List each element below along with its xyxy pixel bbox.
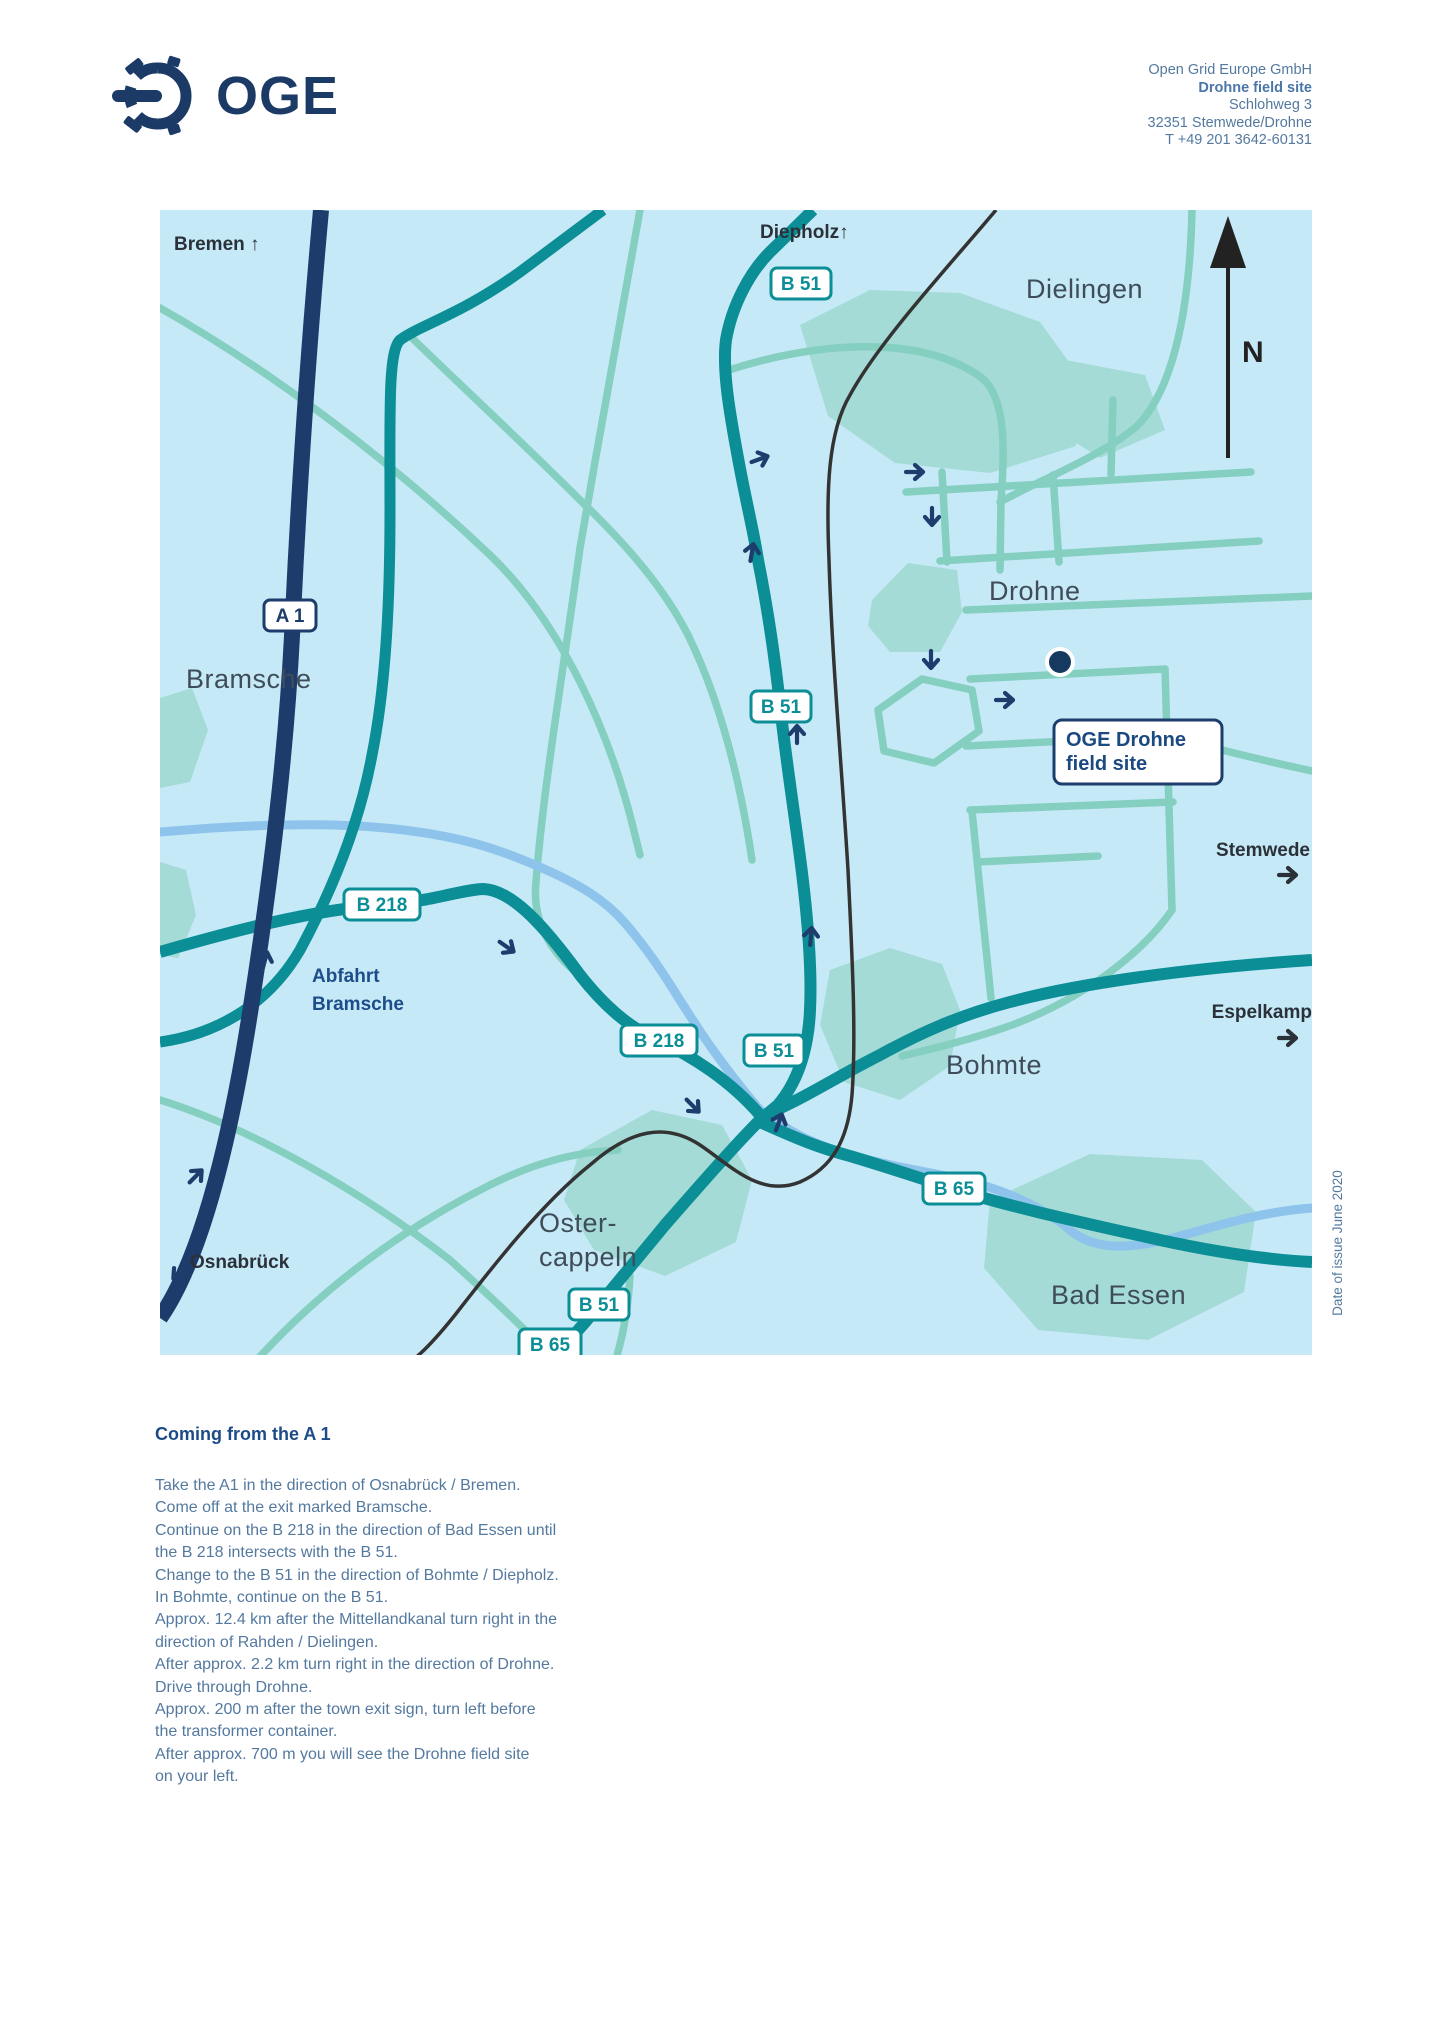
badge-b51-junction <box>744 1035 804 1066</box>
address-company: Open Grid Europe GmbH <box>1148 62 1312 78</box>
site-callout <box>1054 720 1222 784</box>
label-espelkamp: Espelkamp <box>1211 1002 1312 1023</box>
address-phone: T +49 201 3642-60131 <box>1165 132 1312 148</box>
directions-heading: Coming from the A 1 <box>155 1424 331 1444</box>
oge-logo-icon <box>112 54 200 138</box>
badge-a1 <box>264 600 316 631</box>
label-dielingen: Dielingen <box>1026 274 1144 304</box>
badge-b65-east <box>923 1173 985 1204</box>
label-oster-1: Oster- <box>539 1208 618 1238</box>
badge-b218-east <box>621 1025 697 1056</box>
svg-text:B 65: B 65 <box>529 1335 571 1355</box>
badge-b51-oster <box>569 1289 629 1320</box>
address-block <box>1148 62 1312 150</box>
address-site: Drohne field site <box>1198 79 1312 96</box>
badge-b65-oster <box>519 1329 581 1355</box>
label-bohmte: Bohmte <box>946 1050 1043 1080</box>
label-diepholz: Diepholz↑ <box>760 222 849 243</box>
svg-text:B 51: B 51 <box>578 1295 620 1316</box>
site-callout-line2: field site <box>1066 753 1148 775</box>
site-callout-line1: OGE Drohne <box>1066 729 1187 751</box>
directions-line: Come off at the exit marked Bramsche. <box>155 1499 433 1517</box>
logo-wordmark: OGE <box>216 66 340 126</box>
label-bad-essen: Bad Essen <box>1051 1280 1187 1310</box>
date-of-issue: Date of issue June 2020 <box>1330 1170 1345 1316</box>
label-drohne: Drohne <box>989 576 1081 606</box>
directions-section <box>155 1424 735 1789</box>
svg-text:B 51: B 51 <box>760 697 802 718</box>
route-map <box>160 210 1312 1355</box>
directions-line: Drive through Drohne. <box>155 1678 313 1696</box>
directions-line: the transformer container. <box>155 1723 338 1741</box>
directions-line: After approx. 2.2 km turn right in the direction of Drohne. <box>155 1656 555 1674</box>
directions-line: Take the A1 in the direction of Osnabrück / Bremen. <box>155 1477 521 1494</box>
label-oster-2: cappeln <box>539 1242 638 1272</box>
address-street: Schlohweg 3 <box>1228 97 1312 113</box>
svg-text:A 1: A 1 <box>275 606 305 627</box>
directions-line: After approx. 700 m you will see the Drohne field site <box>155 1745 530 1763</box>
svg-text:B 65: B 65 <box>933 1179 975 1200</box>
directions-line: Change to the B 51 in the direction of Bohmte / Diepholz. <box>155 1566 559 1584</box>
svg-text:B 218: B 218 <box>633 1031 685 1052</box>
directions-body <box>155 1475 735 1789</box>
directions-line: In Bohmte, continue on the B 51. <box>155 1589 389 1607</box>
site-marker <box>1047 649 1073 675</box>
directions-line: on your left. <box>155 1768 239 1786</box>
label-bremen: Bremen ↑ <box>174 234 260 255</box>
directions-line: Approx. 12.4 km after the Mittellandkanal turn right in the <box>155 1611 557 1629</box>
directions-line: the B 218 intersects with the B 51. <box>155 1544 398 1562</box>
svg-text:B 51: B 51 <box>780 274 822 295</box>
directions-line: direction of Rahden / Dielingen. <box>155 1633 379 1651</box>
badge-b51-north <box>771 268 831 299</box>
badge-b218-west <box>344 889 420 920</box>
oge-logo <box>112 54 339 138</box>
label-abfahrt-1: Abfahrt <box>312 966 380 987</box>
label-abfahrt-2: Bramsche <box>312 994 404 1015</box>
north-label: N <box>1242 336 1264 369</box>
svg-text:B 218: B 218 <box>356 895 408 916</box>
badge-b51-mid <box>751 691 811 722</box>
label-bramsche: Bramsche <box>186 664 312 694</box>
svg-text:B 51: B 51 <box>753 1041 795 1062</box>
directions-line: Approx. 200 m after the town exit sign, turn left before <box>155 1701 536 1719</box>
label-stemwede: Stemwede <box>1216 840 1310 861</box>
label-osnabrueck: Osnabrück <box>190 1252 290 1273</box>
directions-line: Continue on the B 218 in the direction of Bad Essen until <box>155 1521 557 1539</box>
address-city: 32351 Stemwede/Drohne <box>1147 114 1312 131</box>
route-map-svg <box>160 210 1312 1355</box>
